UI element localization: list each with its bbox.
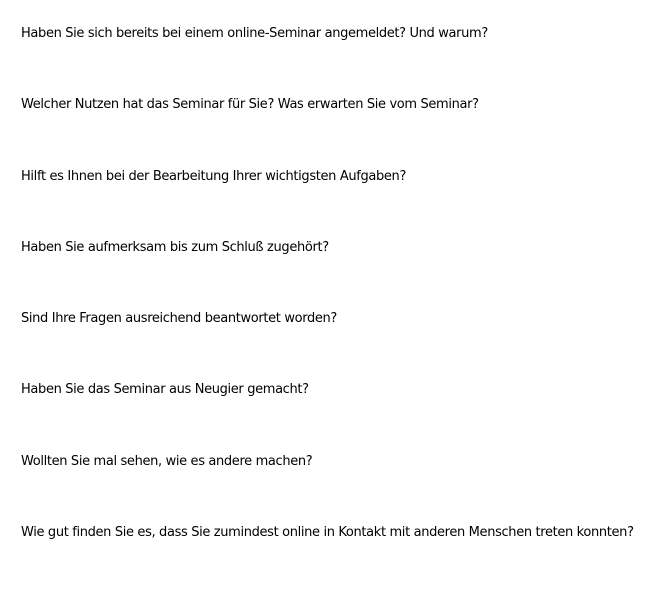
question-2: Welcher Nutzen hat das Seminar für Sie? Was erwarten Sie vom Seminar? — [21, 97, 479, 112]
question-7: Wollten Sie mal sehen, wie es andere machen? — [21, 454, 313, 469]
question-1: Haben Sie sich bereits bei einem online-Seminar angemeldet? Und warum? — [21, 26, 488, 41]
question-5: Sind Ihre Fragen ausreichend beantwortet worden? — [21, 311, 337, 326]
question-3: Hilft es Ihnen bei der Bearbeitung Ihrer wichtigsten Aufgaben? — [21, 169, 406, 184]
question-6: Haben Sie das Seminar aus Neugier gemacht? — [21, 382, 309, 397]
question-4: Haben Sie aufmerksam bis zum Schluß zugehört? — [21, 240, 329, 255]
question-8: Wie gut finden Sie es, dass Sie zumindest online in Kontakt mit anderen Menschen treten konnten? — [21, 525, 634, 540]
